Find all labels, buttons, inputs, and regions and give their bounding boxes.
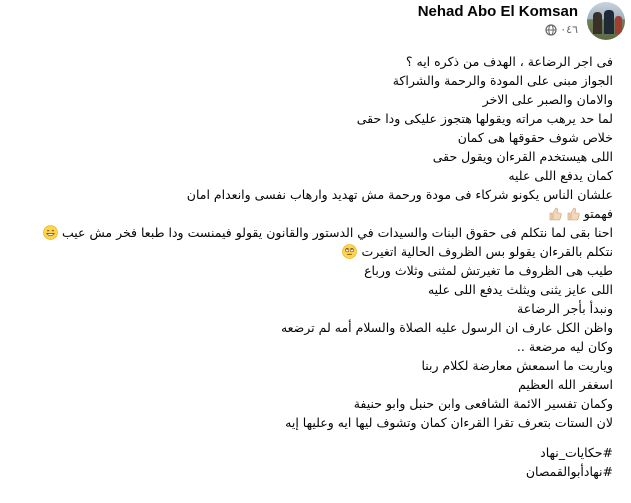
post-meta-count[interactable]: ٠٤٦ — [560, 23, 578, 36]
post-body — [13, 52, 613, 481]
post-line: واظن الكل عارف ان الرسول عليه الصلاة والسلام أمه لم ترضعه — [280, 320, 613, 335]
post-line-text: احنا بقى لما نتكلم فى حقوق البنات والسيدات في الدستور والقانون يقولو فيمنست ودا طبعا فخر مش عيب — [61, 225, 613, 240]
post-line-with-emoji — [13, 242, 613, 261]
hashtag-link[interactable]: #نهادأبوالقمصان — [525, 464, 613, 479]
post-header — [0, 0, 631, 44]
post-line: اسغفر الله العظيم — [518, 377, 613, 392]
post-meta — [545, 23, 578, 36]
post-line: لما حد يرهب مراته ويقولها هتجوز عليكى ودا حقى — [356, 111, 613, 126]
post-line: اللى هيستخدم القرءان ويقول حقى — [432, 149, 613, 164]
globe-icon — [545, 24, 557, 36]
hashtag-link[interactable]: #حكايات_نهاد — [540, 445, 613, 460]
post-line: فى اجر الرضاعة ، الهدف من ذكره ايه ؟ — [405, 54, 613, 69]
post-line-with-emoji — [13, 223, 613, 242]
post-line: وكمان تفسير الائمة الشافعى وابن حنبل وابو حنيفة — [353, 396, 613, 411]
post-line: وكان ليه مرضعة .. — [516, 339, 613, 354]
grinning-emoji-icon — [43, 225, 58, 240]
post-line-text: فهمتو — [583, 206, 613, 221]
post-line: خلاص شوف حقوقها هى كمان — [457, 130, 613, 145]
post-line: لان الستات بتعرف تقرا القرءان كمان وتشوف ليها ايه وعليها إيه — [285, 415, 613, 430]
thumbs-up-icon — [566, 207, 580, 221]
post-line: علشان الناس يكونو شركاء فى مودة ورحمة مش تهديد وارهاب نفسى وانعدام امان — [186, 187, 613, 202]
post-line: اللى عايز يثنى ويثلث يدفع اللى عليه — [427, 282, 613, 297]
post-line-text: نتكلم بالقرءان يقولو بس الظروف الحالية اتغيرت — [361, 244, 613, 259]
post-line: كمان يدفع اللى عليه — [508, 168, 613, 183]
eye-roll-emoji-icon — [342, 244, 357, 259]
thumbs-up-icon — [548, 207, 562, 221]
post-line: والامان والصبر على الاخر — [482, 92, 613, 107]
post-line: طيب هى الظروف ما تغيرتش لمثنى وثلاث ورباع — [364, 263, 613, 278]
post-line: الجواز مبنى على المودة والرحمة والشراكة — [392, 73, 613, 88]
post-line: وياريت ما اسمعش معارضة لكلام ربنا — [421, 358, 613, 373]
author-name[interactable]: Nehad Abo El Komsan — [417, 3, 578, 20]
post-line-with-emoji — [13, 204, 613, 223]
author-avatar[interactable] — [587, 2, 625, 40]
post-line: ونبدأ بأجر الرضاعة — [517, 301, 613, 316]
